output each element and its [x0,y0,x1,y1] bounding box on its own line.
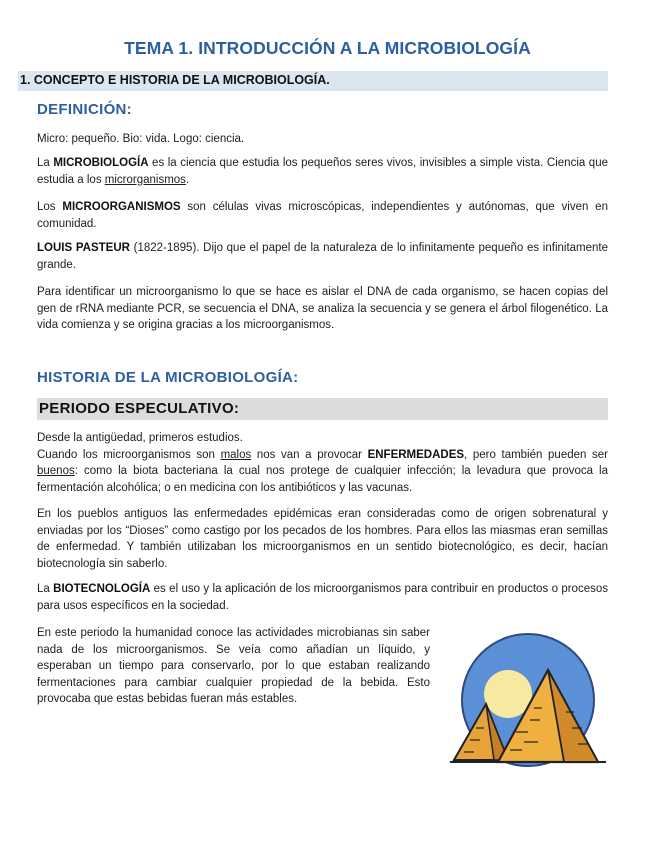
term-microorganismos: MICROORGANISMOS [62,201,181,213]
heading-definicion: DEFINICIÓN: [37,101,132,118]
page-title: TEMA 1. INTRODUCCIÓN A LA MICROBIOLOGÍA [124,38,531,58]
term-louis-pasteur: LOUIS PASTEUR [37,242,130,254]
section-heading-concepto: 1. CONCEPTO E HISTORIA DE LA MICROBIOLOGÍA. [18,71,608,91]
term-buenos: buenos [37,465,75,477]
term-microrganismos: microrganismos [104,173,186,186]
term-enfermedades: ENFERMEDADES [367,448,465,461]
paragraph-antiguedad: Desde la antigüedad, primeros estudios. Cuando los microorganismos son malos nos van a provocar ENFERMEDADES, pero también pueden ser buenos: como la biota bacteriana la cual nos protege de cualquier infección; la levadura que provoca la fermentación alcohólica; o en medicina con los antibióticos y las vacunas. [37,432,608,494]
paragraph-biotecnologia: La BIOTECNOLOGÍA es el uso y la aplicación de los microorganismos para contribuir en productos o procesos para usos específicos en la sociedad. [37,583,608,612]
paragraph-pueblos-antiguos: En los pueblos antiguos las enfermedades epidémicas eran consideradas como de origen sobrenatural y enviadas por los “Dioses” como castigo por los pecados de los hombres. Para ellos las miasmas eran semillas de enfermedad. Y también utilizaban los microorganismos en un sentido biotecnológico, es decir, hacían biotecnología sin saberlo. [37,508,608,570]
paragraph-microbiologia: La MICROBIOLOGÍA es la ciencia que estudia los pequeños seres vivos, invisibles a simple vista. Ciencia que estudia a los microrganismos. [37,157,608,186]
paragraph-microorganismos: Los MICROORGANISMOS son células vivas microscópicas, independientes y autónomas, que viven en comunidad. [37,201,608,230]
paragraph-etimologia: Micro: pequeño. Bio: vida. Logo: ciencia. [37,133,245,145]
paragraph-pasteur: LOUIS PASTEUR (1822-1895). Dijo que el papel de la naturaleza de lo infinitamente pequeño es infinitamente grande. [37,242,609,271]
heading-historia: HISTORIA DE LA MICROBIOLOGÍA: [37,369,299,386]
term-malos: malos [220,448,252,461]
term-microbiologia: MICROBIOLOGÍA [53,157,149,169]
term-biotecnologia: BIOTECNOLOGÍA [53,583,151,595]
paragraph-identificacion: Para identificar un microorganismo lo que se hace es aislar el DNA de cada organismo, se hacen copias del gen de rRNA mediante PCR, se secuencia el DNA, se analiza la secuencia y se genera el árbol filogenético. La vida comienza y se origina gracias a los microorganismos. [37,286,608,331]
pyramids-illustration [446,632,610,772]
heading-periodo-especulativo: PERIODO ESPECULATIVO: [37,398,608,420]
paragraph-fermentaciones: En este periodo la humanidad conoce las actividades microbianas sin saber nada de los microorganismos. Se veía como añadían un líquido, y esperaban un tiempo para conservarlo, por lo que estaban realizando fermentaciones para cambiar cualquier propiedad de la bebida. Esto provocaba que estas bebidas fueran más estables. [37,627,430,705]
